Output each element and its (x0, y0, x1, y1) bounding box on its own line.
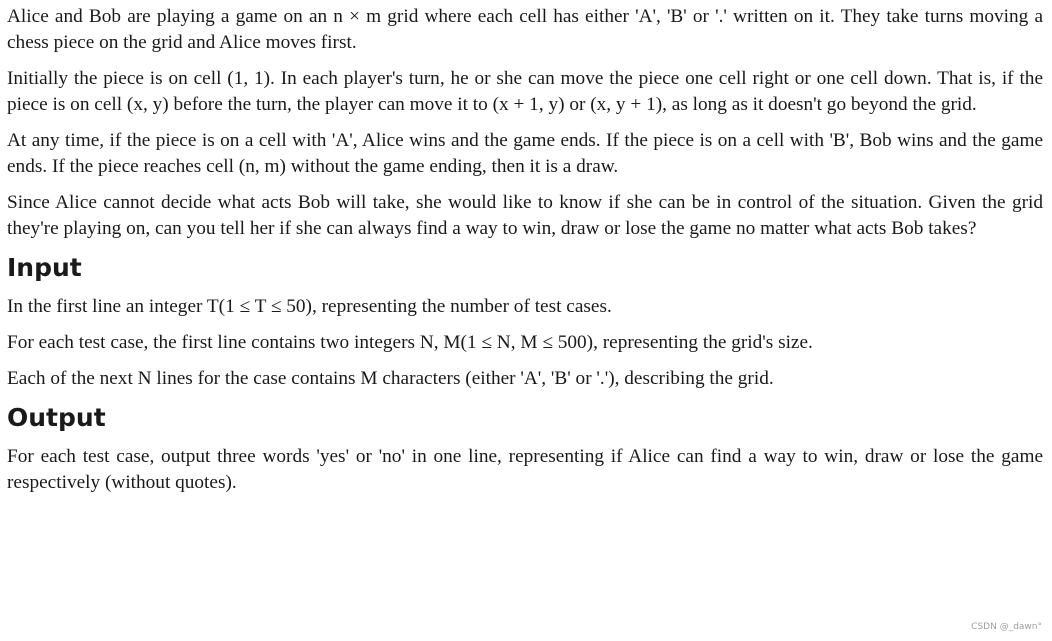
input-line-3: Each of the next N lines for the case contains M characters (either 'A', 'B' or '.'), describing the grid. (7, 368, 774, 389)
output-heading: Output (7, 403, 106, 432)
input-line-1: In the first line an integer T(1 ≤ T ≤ 50), representing the number of test cases. (7, 296, 612, 317)
statement-paragraph-3: At any time, if the piece is on a cell with 'A', Alice wins and the game ends. If the piece is on a cell with 'B', Bob wins and the game ends. If the piece reaches cell (n, m) without the game ending, then it is a draw. (7, 130, 1043, 177)
input-line-2: For each test case, the first line contains two integers N, M(1 ≤ N, M ≤ 500), representing the grid's size. (7, 332, 813, 353)
statement-paragraph-4: Since Alice cannot decide what acts Bob will take, she would like to know if she can be in control of the situation. Given the grid they're playing on, can you tell her if she can always find a way to win, draw or lose the game no matter what acts Bob takes? (7, 192, 1043, 239)
problem-statement (7, 4, 1043, 506)
statement-paragraph-2: Initially the piece is on cell (1, 1). In each player's turn, he or she can move the piece one cell right or one cell down. That is, if the piece is on cell (x, y) before the turn, the player can move it to (x + 1, y) or (x, y + 1), as long as it doesn't go beyond the grid. (7, 68, 1043, 115)
input-heading: Input (7, 253, 82, 282)
watermark: CSDN @_dawn° (971, 622, 1042, 632)
output-line-1: For each test case, output three words 'yes' or 'no' in one line, representing if Alice can find a way to win, draw or lose the game respectively (without quotes). (7, 446, 1043, 493)
statement-paragraph-1: Alice and Bob are playing a game on an n × m grid where each cell has either 'A', 'B' or '.' written on it. They take turns moving a chess piece on the grid and Alice moves first. (7, 6, 1043, 53)
